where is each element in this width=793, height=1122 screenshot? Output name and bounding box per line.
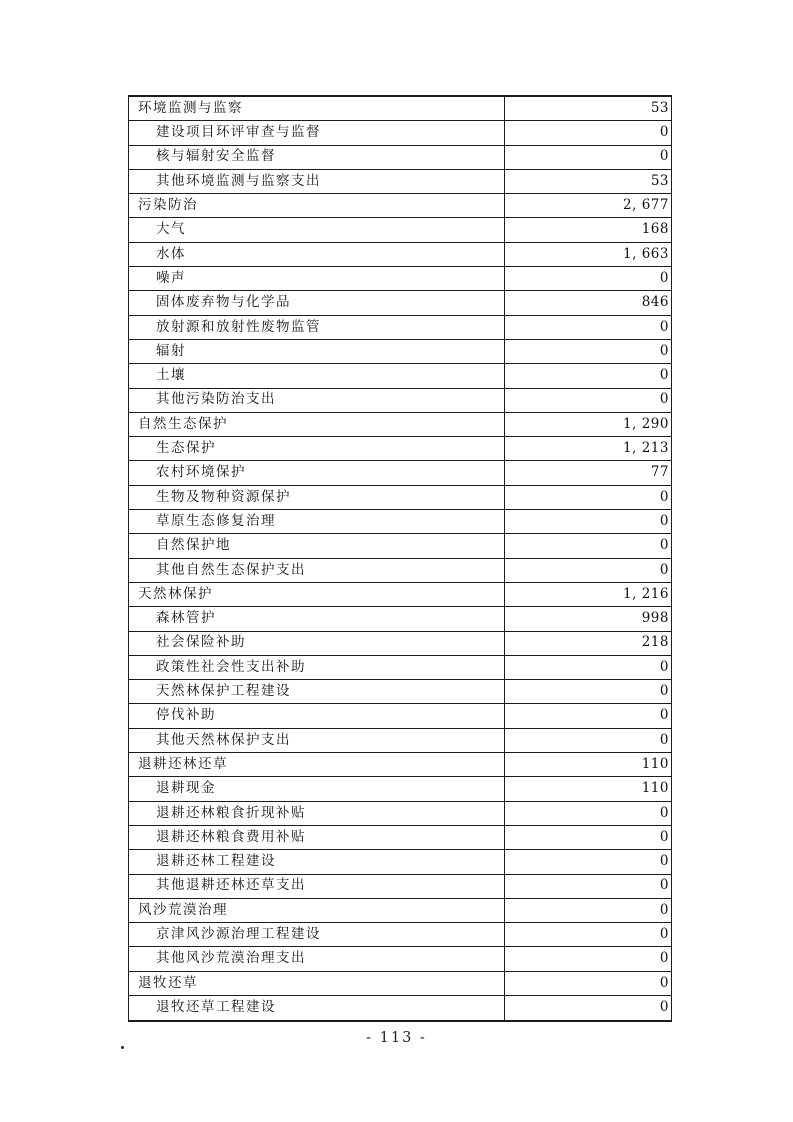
row-label: 退耕还林粮食费用补贴 [129, 826, 505, 849]
row-value: 0 [659, 683, 669, 700]
row-label: 放射源和放射性废物监管 [129, 316, 505, 339]
row-label: 环境监测与监察 [129, 97, 505, 120]
table-row [129, 389, 671, 413]
table-row [129, 947, 671, 971]
row-value: 218 [641, 634, 669, 651]
row-label: 生态保护 [129, 437, 505, 460]
row-value: 0 [659, 124, 669, 141]
row-value: 1, 216 [623, 585, 669, 602]
row-label: 停伐补助 [129, 704, 505, 727]
row-label: 大气 [129, 218, 505, 241]
table-row [129, 534, 671, 558]
row-label: 天然林保护 [129, 583, 505, 606]
row-value: 168 [641, 221, 669, 238]
row-value: 0 [659, 950, 669, 967]
table-row [129, 583, 671, 607]
table-row [129, 194, 671, 218]
row-label: 退耕现金 [129, 777, 505, 800]
row-value: 0 [659, 731, 669, 748]
row-value: 1, 663 [623, 245, 669, 262]
row-value: 0 [659, 877, 669, 894]
row-value: 0 [659, 488, 669, 505]
table-row [129, 875, 671, 899]
row-value: 0 [659, 512, 669, 529]
row-value: 0 [659, 707, 669, 724]
table-row [129, 607, 671, 631]
table-row [129, 97, 671, 121]
table-row [129, 850, 671, 874]
table-row [129, 267, 671, 291]
row-label: 社会保险补助 [129, 632, 505, 655]
row-value: 0 [659, 318, 669, 335]
row-value: 77 [650, 464, 669, 481]
table-row [129, 656, 671, 680]
table-row [129, 170, 671, 194]
table-row [129, 243, 671, 267]
table-row [129, 364, 671, 388]
row-label: 其他环境监测与监察支出 [129, 170, 505, 193]
row-value: 0 [659, 148, 669, 165]
table-row [129, 146, 671, 170]
table-row [129, 826, 671, 850]
row-label: 建设项目环评审查与监督 [129, 121, 505, 144]
row-label: 风沙荒漠治理 [129, 899, 505, 922]
row-label: 生物及物种资源保护 [129, 486, 505, 509]
row-value: 0 [659, 269, 669, 286]
row-label: 噪声 [129, 267, 505, 290]
row-value: 0 [659, 828, 669, 845]
row-value: 0 [659, 391, 669, 408]
row-value: 0 [659, 537, 669, 554]
table-row [129, 437, 671, 461]
table-row [129, 777, 671, 801]
table-row [129, 802, 671, 826]
table-row [129, 316, 671, 340]
row-label: 固体废弃物与化学品 [129, 291, 505, 314]
table-row [129, 218, 671, 242]
row-label: 森林管护 [129, 607, 505, 630]
row-value: 53 [650, 172, 669, 189]
row-label: 退耕还林粮食折现补贴 [129, 802, 505, 825]
table-row [129, 413, 671, 437]
row-label: 其他天然林保护支出 [129, 729, 505, 752]
table-row [129, 996, 671, 1020]
page-number: - 113 - [366, 1030, 427, 1046]
row-label: 退耕还林还草 [129, 753, 505, 776]
row-label: 其他风沙荒漠治理支出 [129, 947, 505, 970]
row-label: 自然保护地 [129, 534, 505, 557]
table-row [129, 899, 671, 923]
row-value: 0 [659, 561, 669, 578]
row-value: 0 [659, 853, 669, 870]
row-label: 污染防治 [129, 194, 505, 217]
table-row [129, 729, 671, 753]
row-label: 退牧还草 [129, 972, 505, 995]
row-label: 其他退耕还林还草支出 [129, 875, 505, 898]
row-value: 110 [641, 780, 669, 797]
row-label: 农村环境保护 [129, 461, 505, 484]
row-value: 1, 213 [623, 440, 669, 457]
row-value: 53 [650, 99, 669, 116]
row-value: 2, 677 [623, 197, 669, 214]
budget-table [128, 95, 672, 1022]
table-row [129, 461, 671, 485]
row-value: 0 [659, 367, 669, 384]
table-row [129, 510, 671, 534]
row-label: 土壤 [129, 364, 505, 387]
table-row [129, 972, 671, 996]
row-value: 0 [659, 999, 669, 1016]
row-label: 天然林保护工程建设 [129, 680, 505, 703]
row-label: 京津风沙源治理工程建设 [129, 923, 505, 946]
table-row [129, 680, 671, 704]
row-label: 核与辐射安全监督 [129, 146, 505, 169]
row-value: 110 [641, 755, 669, 772]
stray-mark [121, 1046, 124, 1049]
row-label: 退耕还林工程建设 [129, 850, 505, 873]
row-label: 草原生态修复治理 [129, 510, 505, 533]
table-row [129, 121, 671, 145]
table-row [129, 704, 671, 728]
table-row [129, 340, 671, 364]
table-row [129, 291, 671, 315]
table-row [129, 632, 671, 656]
row-label: 政策性社会性支出补助 [129, 656, 505, 679]
row-label: 退牧还草工程建设 [129, 996, 505, 1020]
row-value: 998 [641, 610, 669, 627]
row-label: 辐射 [129, 340, 505, 363]
row-value: 0 [659, 658, 669, 675]
row-value: 0 [659, 901, 669, 918]
row-label: 自然生态保护 [129, 413, 505, 436]
row-value: 846 [641, 294, 669, 311]
row-label: 其他自然生态保护支出 [129, 559, 505, 582]
table-row [129, 559, 671, 583]
row-value: 0 [659, 925, 669, 942]
row-label: 水体 [129, 243, 505, 266]
table-row [129, 923, 671, 947]
row-label: 其他污染防治支出 [129, 389, 505, 412]
table-row [129, 486, 671, 510]
table-row [129, 753, 671, 777]
row-value: 0 [659, 804, 669, 821]
row-value: 0 [659, 342, 669, 359]
row-value: 1, 290 [623, 415, 669, 432]
row-value: 0 [659, 974, 669, 991]
